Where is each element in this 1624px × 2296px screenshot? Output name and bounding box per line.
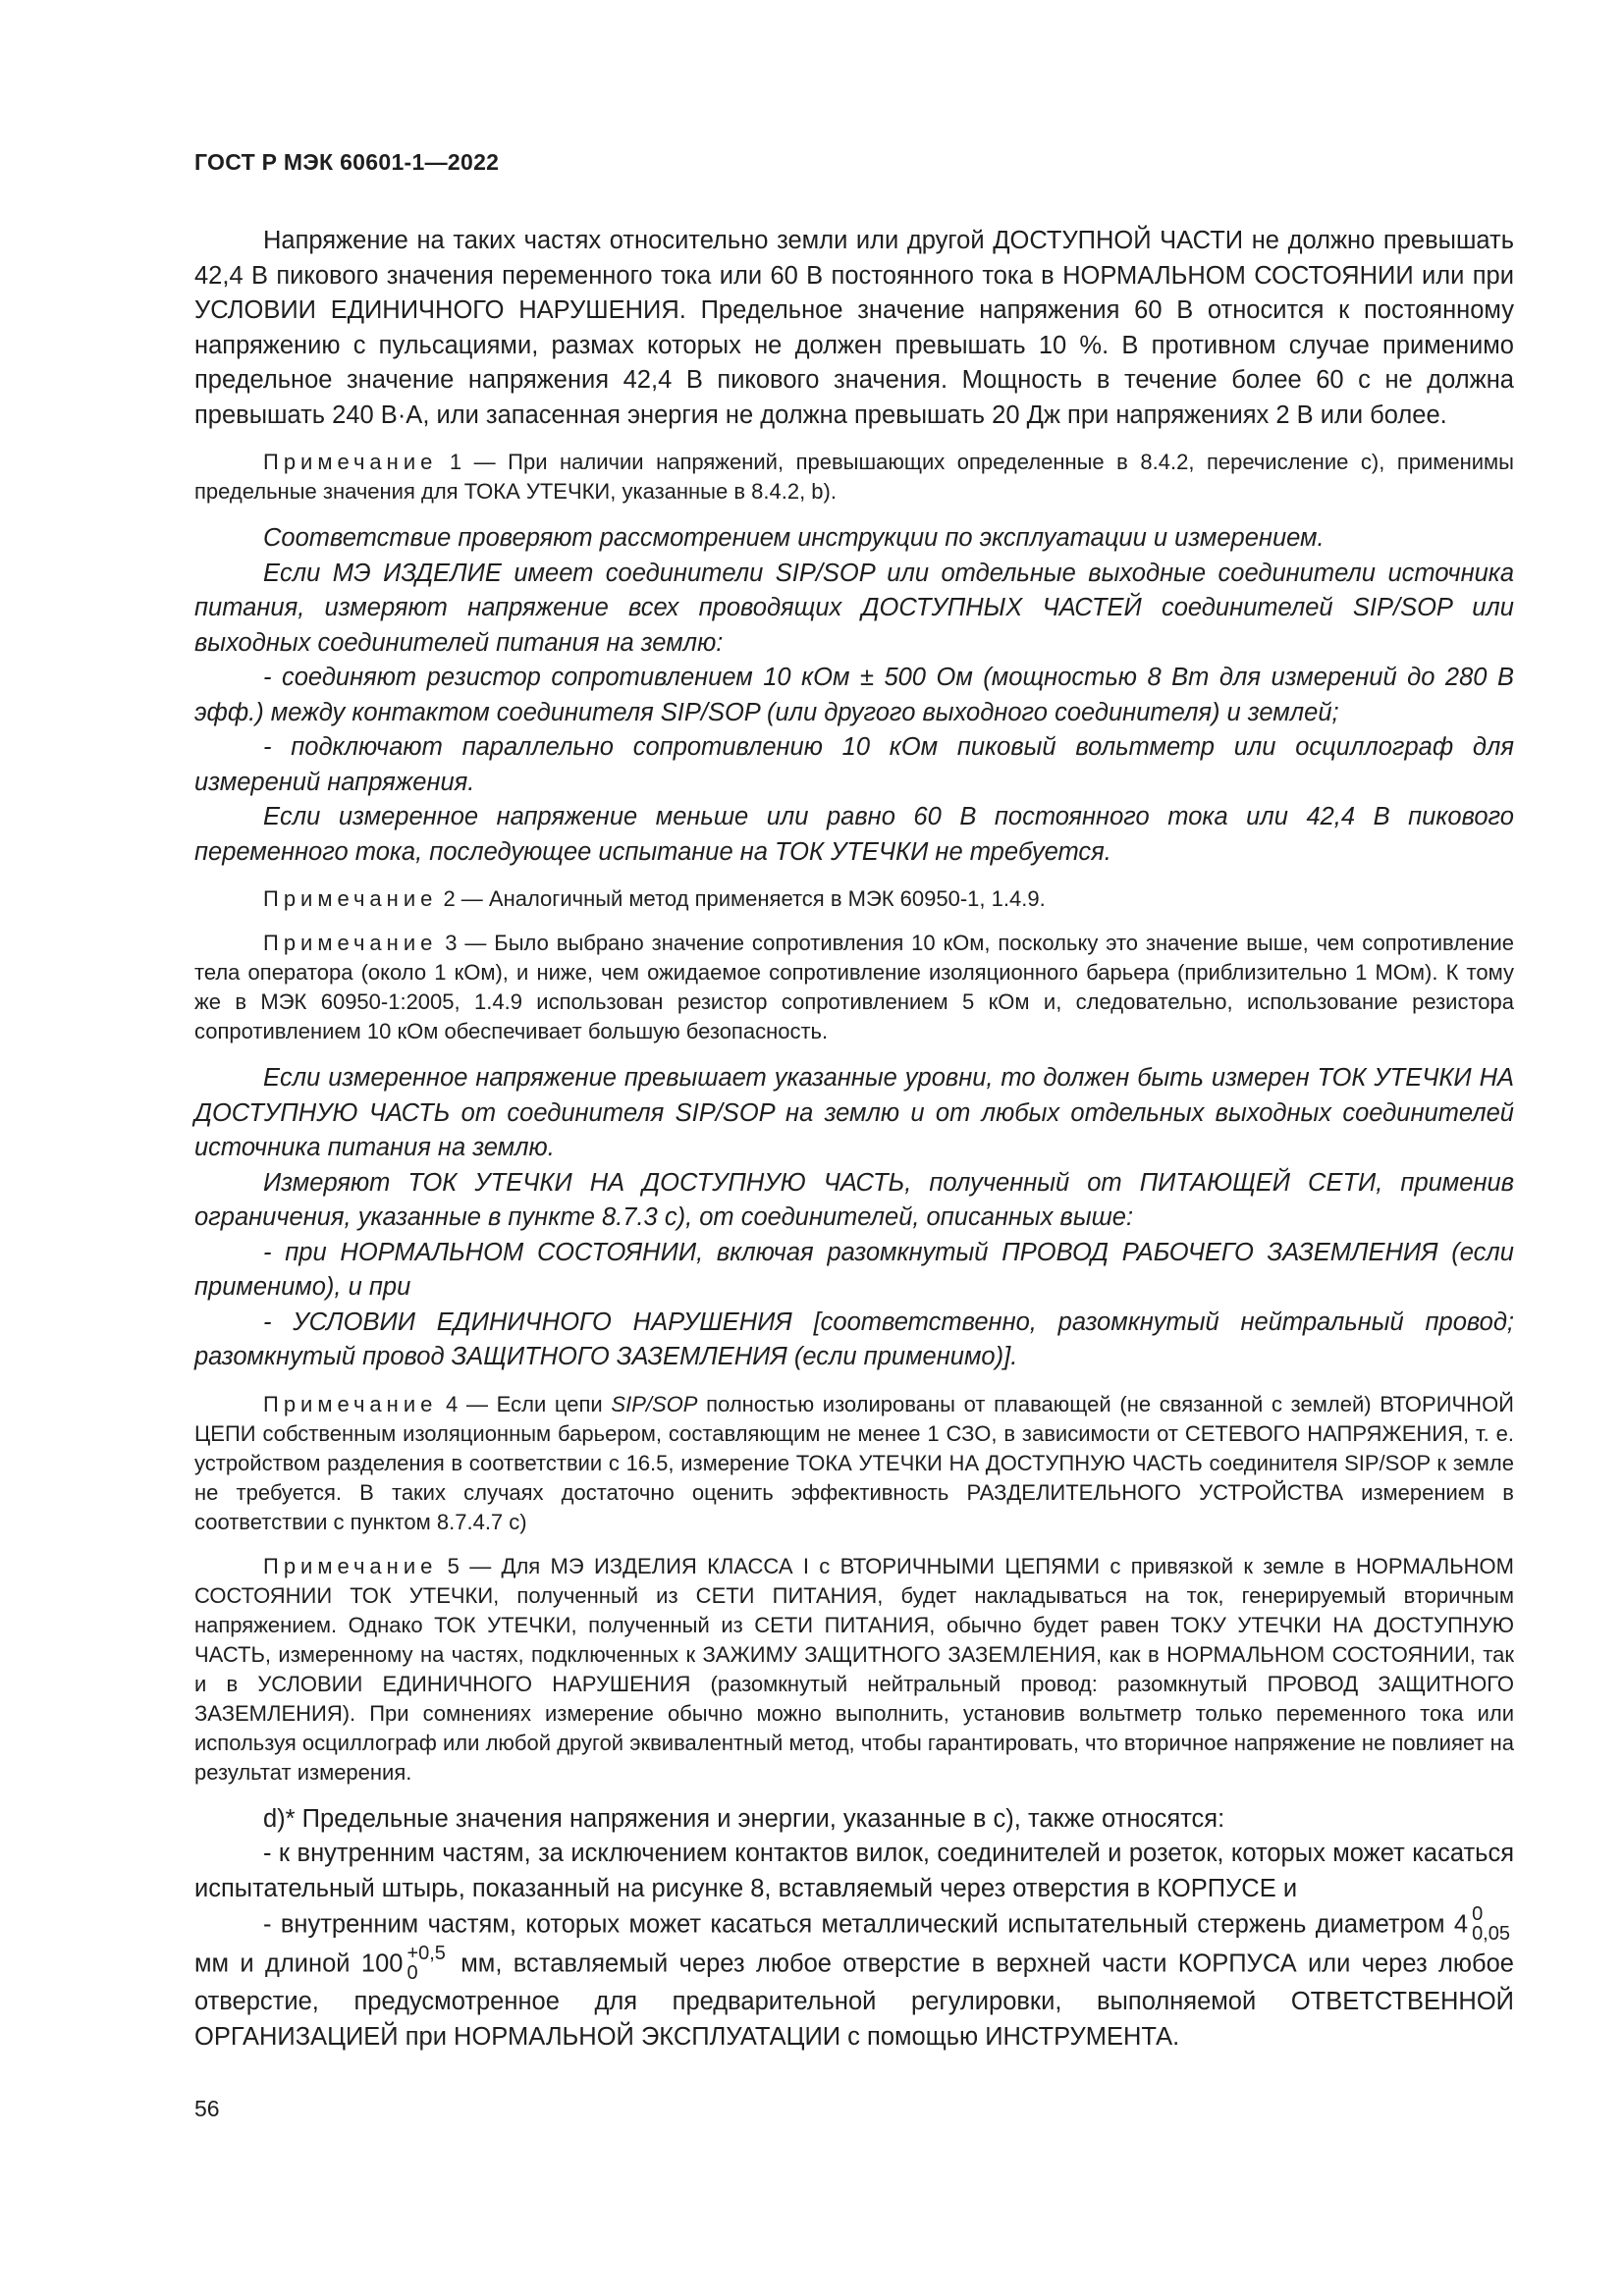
note-label: Примечание [263,450,438,474]
page-number: 56 [194,2096,220,2121]
note-text: 4 — Если цепи [437,1391,612,1416]
tolerance-lower: 0 [406,1962,418,1984]
leakage-current-paragraph: Если измеренное напряжение превышает указанные уровни, то должен быть измерен ТОК УТЕЧКИ НА ДОСТУПНУЮ ЧАСТЬ от соединителя SIP/SOP на землю и от любых отдельных выходных соединителей источника питания на землю. [194,1064,1514,1161]
note-text: 2 — Аналогичный метод применяется в МЭК 60950-1, 1.4.9. [437,886,1046,911]
note-label: Примечание [263,1391,438,1416]
tolerance-upper: 0 [1472,1903,1484,1925]
list-item-test-rod [194,1903,1514,2055]
note-text-italic: SIP/SOP [611,1391,698,1416]
list-item-normal-condition: - при НОРМАЛЬНОМ СОСТОЯНИИ, включая разомкнутый ПРОВОД РАБОЧЕГО ЗАЗЕМЛЕНИЯ (если применимо), и при [194,1238,1514,1301]
document-body [194,224,1514,2055]
document-header: ГОСТ Р МЭК 60601-1—2022 [194,149,500,175]
note-text: 1 — При наличии напряжений, превышающих определенные в 8.4.2, перечисление с), применимы предельные значения для ТОКА УТЕЧКИ, указанные в 8.4.2, b). [194,450,1514,504]
note-4 [194,1390,1514,1537]
note-label: Примечание [263,1553,438,1578]
list-item-single-fault: - УСЛОВИИ ЕДИНИЧНОГО НАРУШЕНИЯ [соответственно, разомкнутый нейтральный провод; разомкнутый провод ЗАЩИТНОГО ЗАЗЕМЛЕНИЯ (если применимо)]. [194,1308,1514,1370]
text-segment: - внутренним частям, которых может касаться металлический испытательный стержень диаметром 4 [263,1910,1469,1939]
text-segment: мм, вставляемый через любое отверстие в верхней части КОРПУСА или через любое отверстие, предусмотренное для предварительной регулировки, выполняемой ОТВЕТСТВЕННОЙ ОРГАНИЗАЦИЕЙ при НОРМАЛЬНОЙ ЭКСПЛУАТАЦИИ с помощью ИНСТРУМЕНТА. [194,1949,1514,2051]
note-1 [194,448,1514,507]
note-label: Примечание [263,931,438,955]
tolerance-diameter [1472,1904,1510,1944]
paragraph-voltage-limits: Напряжение на таких частях относительно земли или другой ДОСТУПНОЙ ЧАСТИ не должно превышать 42,4 В пикового значения переменного тока или 60 В постоянного тока в НОРМАЛЬНОМ СОСТОЯНИИ или при УСЛОВИИ ЕДИНИЧНОГО НАРУШЕНИЯ. Предельное значение напряжения 60 В относится к постоянному напряжению с пульсациями, размах которых не должен превышать 10 %. В противном случае применимо предельное значение напряжения 42,4 В пикового значения. Мощность в течение более 60 с не должна превышать 240 В·А, или запасенная энергия не должна превышать 20 Дж при напряжениях 2 В или более. [194,227,1514,429]
list-item-voltmeter: - подключают параллельно сопротивлению 10 кОм пиковый вольтметр или осциллограф для измерений напряжения. [194,733,1514,796]
note-label: Примечание [263,886,438,911]
tolerance-length [406,1944,445,1983]
voltage-threshold-paragraph: Если измеренное напряжение меньше или равно 60 В постоянного тока или 42,4 В пикового переменного тока, последующее испытание на ТОК УТЕЧКИ не требуется. [194,803,1514,866]
clause-d-intro: d)* Предельные значения напряжения и энергии, указанные в с), также относятся: [263,1804,1225,1833]
note-5 [194,1552,1514,1788]
note-2 [194,884,1514,914]
tolerance-lower: 0,05 [1472,1923,1510,1945]
measure-leakage-paragraph: Измеряют ТОК УТЕЧКИ НА ДОСТУПНУЮ ЧАСТЬ, полученный от ПИТАЮЩЕЙ СЕТИ, применив ограничения, указанные в пункте 8.7.3 с), от соединителей, описанных выше: [194,1168,1514,1231]
text-segment: мм и длиной 100 [194,1949,404,1978]
note-3 [194,929,1514,1046]
list-item-internal-parts: - к внутренним частям, за исключением контактов вилок, соединителей и розеток, которых может касаться испытательный штырь, показанный на рисунке 8, вставляемый через отверстия в КОРПУСЕ и [194,1840,1514,1902]
note-text: 5 — Для МЭ ИЗДЕЛИЯ КЛАССА I с ВТОРИЧНЫМИ ЦЕПЯМИ с привязкой к земле в НОРМАЛЬНОМ СОСТОЯНИИ ТОК УТЕЧКИ, полученный из СЕТИ ПИТАНИЯ, будет накладываться на ток, генерируемый вторичным напряжением. Однако ТОК УТЕЧКИ, полученный из СЕТИ ПИТАНИЯ, обычно будет равен ТОКУ УТЕЧКИ НА ДОСТУПНУЮ ЧАСТЬ, измеренному на частях, подключенных к ЗАЖИМУ ЗАЩИТНОГО ЗАЗЕМЛЕНИЯ, как в НОРМАЛЬНОМ СОСТОЯНИИ, так и в УСЛОВИИ ЕДИНИЧНОГО НАРУШЕНИЯ (разомкнутый нейтральный провод: разомкнутый ПРОВОД ЗАЩИТНОГО ЗАЗЕМЛЕНИЯ). При сомнениях измерение обычно можно выполнить, установив вольтметр только переменного тока или используя осциллограф или любой другой эквивалентный метод, чтобы гарантировать, что вторичное напряжение не повлияет на результат измерения. [194,1553,1514,1785]
compliance-check: Соответствие проверяют рассмотрением инструкции по эксплуатации и измерением. [263,524,1325,552]
list-item-resistor: - соединяют резистор сопротивлением 10 кОм ± 500 Ом (мощностью 8 Вт для измерений до 280 В эфф.) между контактом соединителя SIP/SOP (или другого выходного соединителя) и землей; [194,664,1514,726]
note-text: 3 — Было выбрано значение сопротивления 10 кОм, поскольку это значение выше, чем сопротивление тела оператора (около 1 кОм), и ниже, чем ожидаемое сопротивление изоляционного барьера (приблизительно 1 МОм). К тому же в МЭК 60950-1:2005, 1.4.9 использован резистор сопротивлением 5 кОм и, следовательно, использование резистора сопротивлением 10 кОм обеспечивает большую безопасность. [194,931,1514,1043]
tolerance-upper: +0,5 [406,1943,446,1964]
sip-sop-measurement: Если МЭ ИЗДЕЛИЕ имеет соединители SIP/SOP или отдельные выходные соединители источника питания, измеряют напряжение всех проводящих ДОСТУПНЫХ ЧАСТЕЙ соединителей SIP/SOP или выходных соединителей питания на землю: [194,559,1514,657]
note-text: полностью изолированы от плавающей (не связанной с землей) ВТОРИЧНОЙ ЦЕПИ собственным изоляционным барьером, составляющим не менее 1 СЗО, в зависимости от СЕТЕВОГО НАПРЯЖЕНИЯ, т. е. устройством разделения в соответствии с 16.5, измерение ТОКА УТЕЧКИ НА ДОСТУПНУЮ ЧАСТЬ соединителя SIP/SOP к земле не требуется. В таких случаях достаточно оценить эффективность РАЗДЕЛИТЕЛЬНОГО УСТРОЙСТВА измерением в соответствии с пунктом 8.7.4.7 с) [194,1391,1514,1534]
